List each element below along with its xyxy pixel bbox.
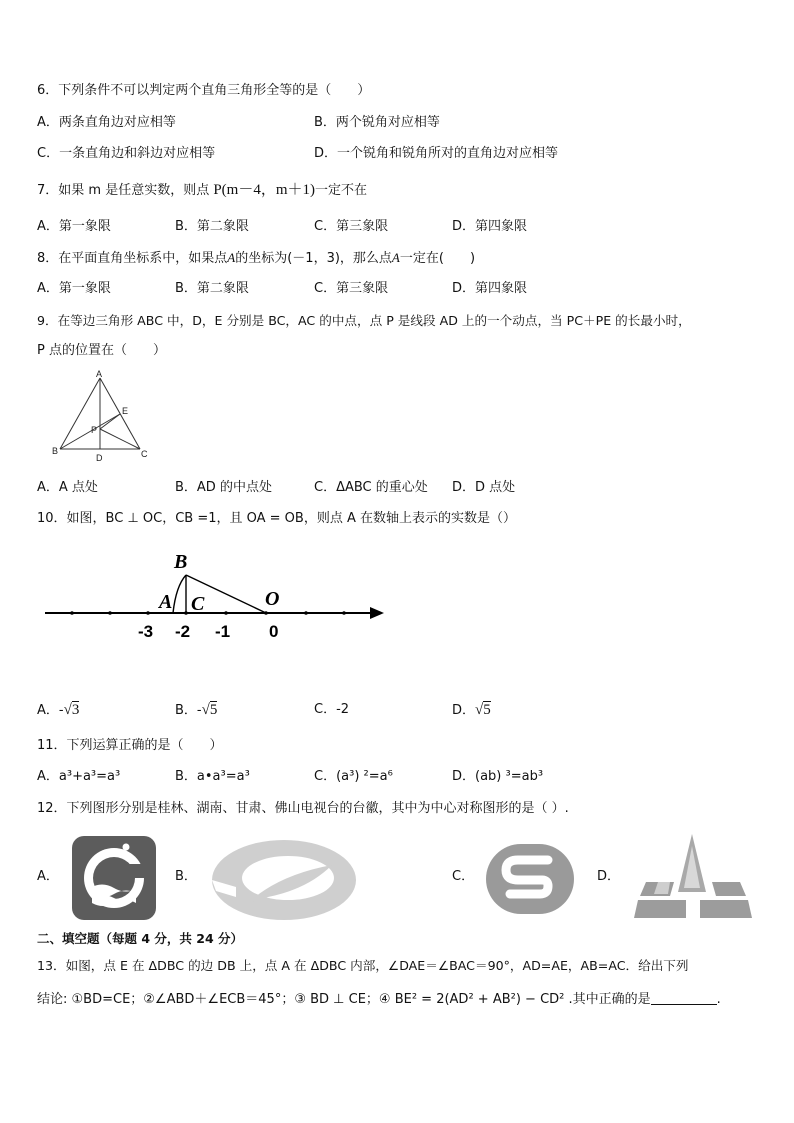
- q10-option-a-radicand: 3: [71, 702, 80, 718]
- q10-label-o: O: [265, 588, 280, 610]
- q6-option-d: D．一个锐角和锐角所对的直角边对应相等: [314, 146, 559, 161]
- q12-option-b-label: B．: [175, 869, 197, 884]
- q7-option-b: B．第二象限: [175, 219, 249, 234]
- guilin-tv-logo-icon: [70, 834, 158, 922]
- q10-tick-minus3: -3: [138, 622, 154, 641]
- q10-tick-minus2: -2: [175, 622, 191, 641]
- q9-option-d: D．D 点处: [452, 480, 516, 495]
- q10-option-d-label: D．: [452, 703, 476, 718]
- q11-stem: 11．下列运算正确的是（ ）: [37, 738, 223, 753]
- q10-option-a: [37, 701, 79, 720]
- gansu-tv-logo-icon: [484, 842, 576, 916]
- q7-stem-pre: 7．如果 m 是任意实数，则点: [37, 183, 214, 198]
- q10-label-c: C: [191, 593, 205, 615]
- q9-label-a: A: [96, 369, 103, 379]
- q12-option-d-label: D．: [597, 869, 621, 884]
- q8-option-c: C．第三象限: [314, 281, 389, 296]
- q8-stem: [37, 249, 475, 268]
- q7-option-a: A．第一象限: [37, 219, 111, 234]
- hunan-tv-logo-icon: [208, 837, 360, 923]
- q12-option-a-label: A．: [37, 869, 59, 884]
- q9-line2: P 点的位置在（ ）: [37, 343, 166, 358]
- q6-option-b: B．两个锐角对应相等: [314, 115, 440, 130]
- q10-label-a: A: [159, 591, 173, 613]
- q12-stem: 12．下列图形分别是桂林、湖南、甘肃、佛山电视台的台徽，其中为中心对称图形的是（ ）.: [37, 801, 569, 816]
- q9-option-a: A．A 点处: [37, 480, 98, 495]
- q10-label-b: B: [174, 551, 188, 573]
- q7-option-c: C．第三象限: [314, 219, 389, 234]
- q8-stem-pre: 8．在平面直角坐标系中，如果点: [37, 251, 228, 266]
- q9-label-p: P: [91, 425, 98, 435]
- q11-option-a: A．a³+a³=a³: [37, 769, 121, 784]
- q8-point-a2: A: [391, 250, 400, 265]
- sqrt-icon: √: [63, 702, 72, 718]
- q10-option-d-radicand: 5: [483, 702, 491, 718]
- q6-stem: 6．下列条件不可以判定两个直角三角形全等的是（ ）: [37, 83, 371, 98]
- q10-option-c: C．-2: [314, 702, 350, 717]
- q13-line1: 13．如图，点 E 在 ΔDBC 的边 DB 上，点 A 在 ΔDBC 内部，∠DAE＝∠BAC＝90°，AD=AE，AB=AC．给出下列: [37, 958, 689, 973]
- q10-option-b-radicand: 5: [209, 702, 218, 718]
- q9-line1: 9．在等边三角形 ABC 中，D，E 分别是 BC，AC 的中点，点 P 是线段 AD 上的一个动点，当 PC＋PE 的长最小时，: [37, 313, 691, 328]
- q9-label-e: E: [122, 406, 129, 416]
- q10-option-b-label: B．-: [175, 703, 202, 718]
- q10-tick-zero: 0: [269, 622, 279, 641]
- q6-option-c: C．一条直角边和斜边对应相等: [37, 146, 216, 161]
- q8-option-d: D．第四象限: [452, 281, 528, 296]
- sqrt-icon: √: [201, 702, 210, 718]
- q12-option-c-label: C．: [452, 869, 475, 884]
- q6-option-a: A．两条直角边对应相等: [37, 115, 176, 130]
- q10-stem: 10．如图，BC ⊥ OC，CB =1，且 OA = OB，则点 A 在数轴上表示的实数是（）: [37, 511, 516, 526]
- q11-option-d: D．(ab) ³=ab³: [452, 769, 544, 784]
- q10-option-b: [175, 701, 217, 720]
- q10-tick-minus1: -1: [215, 622, 231, 641]
- q10-number-line-figure: [40, 546, 390, 646]
- sqrt-icon: √: [475, 702, 484, 718]
- q13-end: .: [716, 992, 721, 1007]
- q10-option-a-label: A．-: [37, 703, 64, 718]
- q10-option-d: [452, 701, 491, 720]
- q9-triangle-figure: [40, 368, 170, 466]
- q9-label-b: B: [52, 446, 59, 456]
- q8-stem-post: 一定在( ): [399, 251, 476, 266]
- q13-answer-blank[interactable]: [651, 992, 717, 1005]
- q9-option-b: B．AD 的中点处: [175, 480, 272, 495]
- q11-option-c: C．(a³) ²=a⁶: [314, 769, 393, 784]
- q9-option-c: C．ΔABC 的重心处: [314, 480, 428, 495]
- q13-line2: 结论: ①BD=CE；②∠ABD＋∠ECB＝45°；③ BD ⊥ CE；④ BE² = 2(AD² + AB²) − CD² .其中正确的是: [37, 992, 651, 1007]
- q13-line2-wrap: [37, 991, 721, 1009]
- q9-label-c: C: [141, 449, 148, 459]
- q8-option-b: B．第二象限: [175, 281, 249, 296]
- q11-option-b: B．a•a³=a³: [175, 769, 250, 784]
- foshan-tv-logo-icon: [634, 832, 752, 922]
- q9-label-d: D: [96, 453, 103, 463]
- q7-stem: [37, 181, 367, 200]
- q8-option-a: A．第一象限: [37, 281, 111, 296]
- q7-option-d: D．第四象限: [452, 219, 528, 234]
- q7-stem-post: 一定不在: [315, 183, 368, 198]
- q8-stem-mid: 的坐标为(－1，3)，那么点: [235, 251, 392, 266]
- section-heading-fill-in: 二、填空题（每题 4 分，共 24 分）: [37, 931, 244, 946]
- q7-point: P(m－4，m＋1): [213, 182, 316, 198]
- q8-point-a: A: [227, 250, 236, 265]
